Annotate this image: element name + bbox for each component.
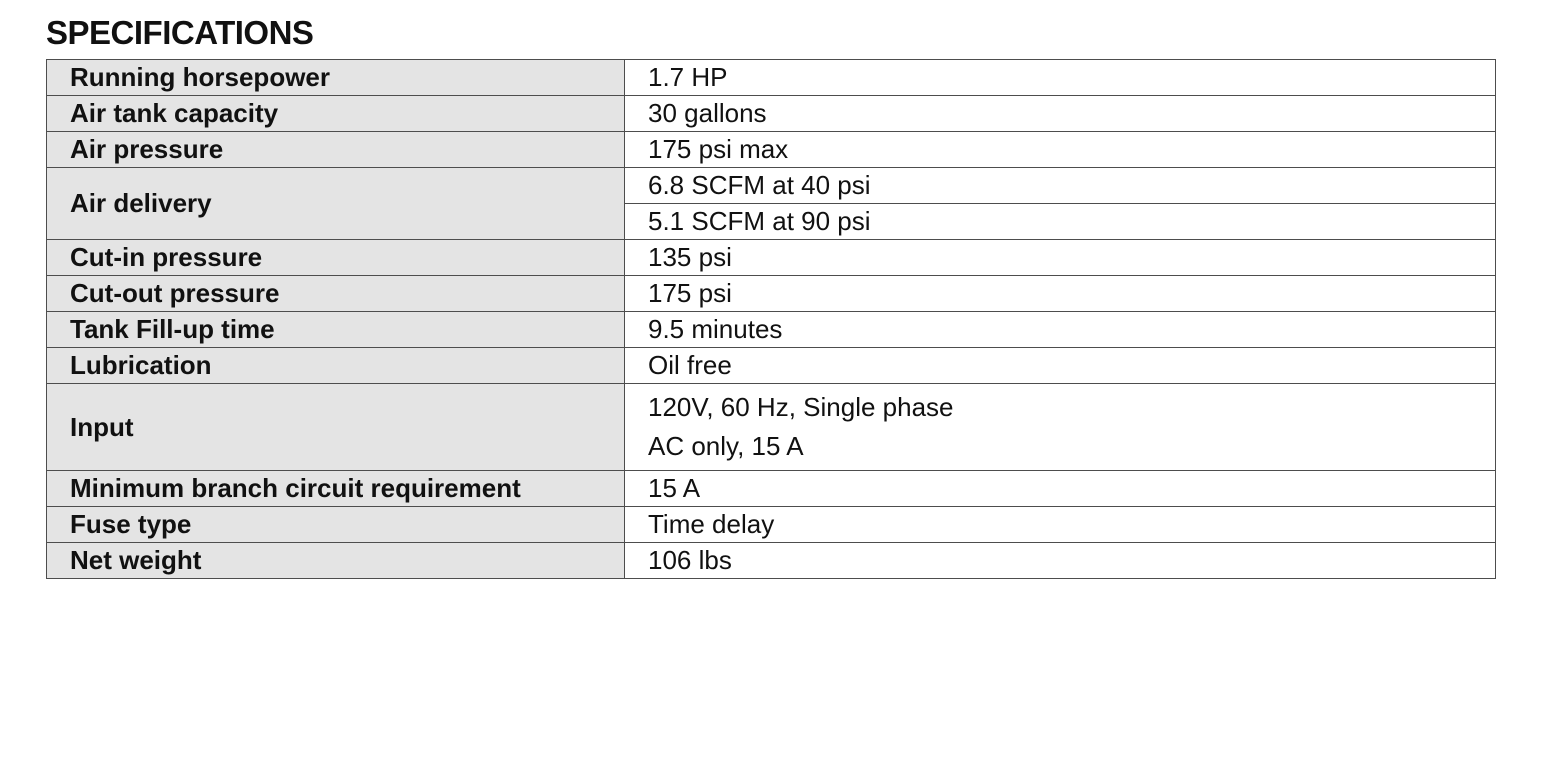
spec-value-running-horsepower: 1.7 HP [625, 60, 1496, 96]
spec-label-minimum-branch-circuit: Minimum branch circuit requirement [47, 471, 625, 507]
table-row [47, 384, 1496, 471]
table-row [47, 60, 1496, 96]
spec-label-air-pressure: Air pressure [47, 132, 625, 168]
spec-value-air-pressure: 175 psi max [625, 132, 1496, 168]
page-title: SPECIFICATIONS [46, 14, 314, 51]
specifications-table [46, 59, 1496, 579]
spec-value-lubrication: Oil free [625, 348, 1496, 384]
spec-value-air-delivery-90psi: 5.1 SCFM at 90 psi [625, 204, 1496, 240]
spec-label-air-tank-capacity: Air tank capacity [47, 96, 625, 132]
spec-label-lubrication: Lubrication [47, 348, 625, 384]
spec-label-input: Input [47, 384, 625, 471]
spec-label-running-horsepower: Running horsepower [47, 60, 625, 96]
spec-value-air-tank-capacity: 30 gallons [625, 96, 1496, 132]
table-row [47, 168, 1496, 204]
spec-value-cut-in-pressure: 135 psi [625, 240, 1496, 276]
spec-value-net-weight: 106 lbs [625, 543, 1496, 579]
spec-value-fuse-type: Time delay [625, 507, 1496, 543]
spec-label-cut-out-pressure: Cut-out pressure [47, 276, 625, 312]
spec-label-cut-in-pressure: Cut-in pressure [47, 240, 625, 276]
spec-value-input-line: AC only, 15 A [648, 431, 804, 461]
table-row [47, 507, 1496, 543]
table-row [47, 312, 1496, 348]
table-row [47, 276, 1496, 312]
table-row [47, 471, 1496, 507]
spec-value-minimum-branch-circuit: 15 A [625, 471, 1496, 507]
spec-label-fuse-type: Fuse type [47, 507, 625, 543]
spec-label-net-weight: Net weight [47, 543, 625, 579]
table-row [47, 96, 1496, 132]
table-row [47, 132, 1496, 168]
spec-value-tank-fill-up-time: 9.5 minutes [625, 312, 1496, 348]
table-row [47, 240, 1496, 276]
table-row [47, 348, 1496, 384]
spec-value-input-line: 120V, 60 Hz, Single phase [648, 392, 954, 422]
spec-value-air-delivery-40psi: 6.8 SCFM at 40 psi [625, 168, 1496, 204]
spec-label-tank-fill-up-time: Tank Fill-up time [47, 312, 625, 348]
table-row [47, 543, 1496, 579]
spec-label-air-delivery: Air delivery [47, 168, 625, 240]
spec-value-input [625, 384, 1496, 471]
spec-value-cut-out-pressure: 175 psi [625, 276, 1496, 312]
